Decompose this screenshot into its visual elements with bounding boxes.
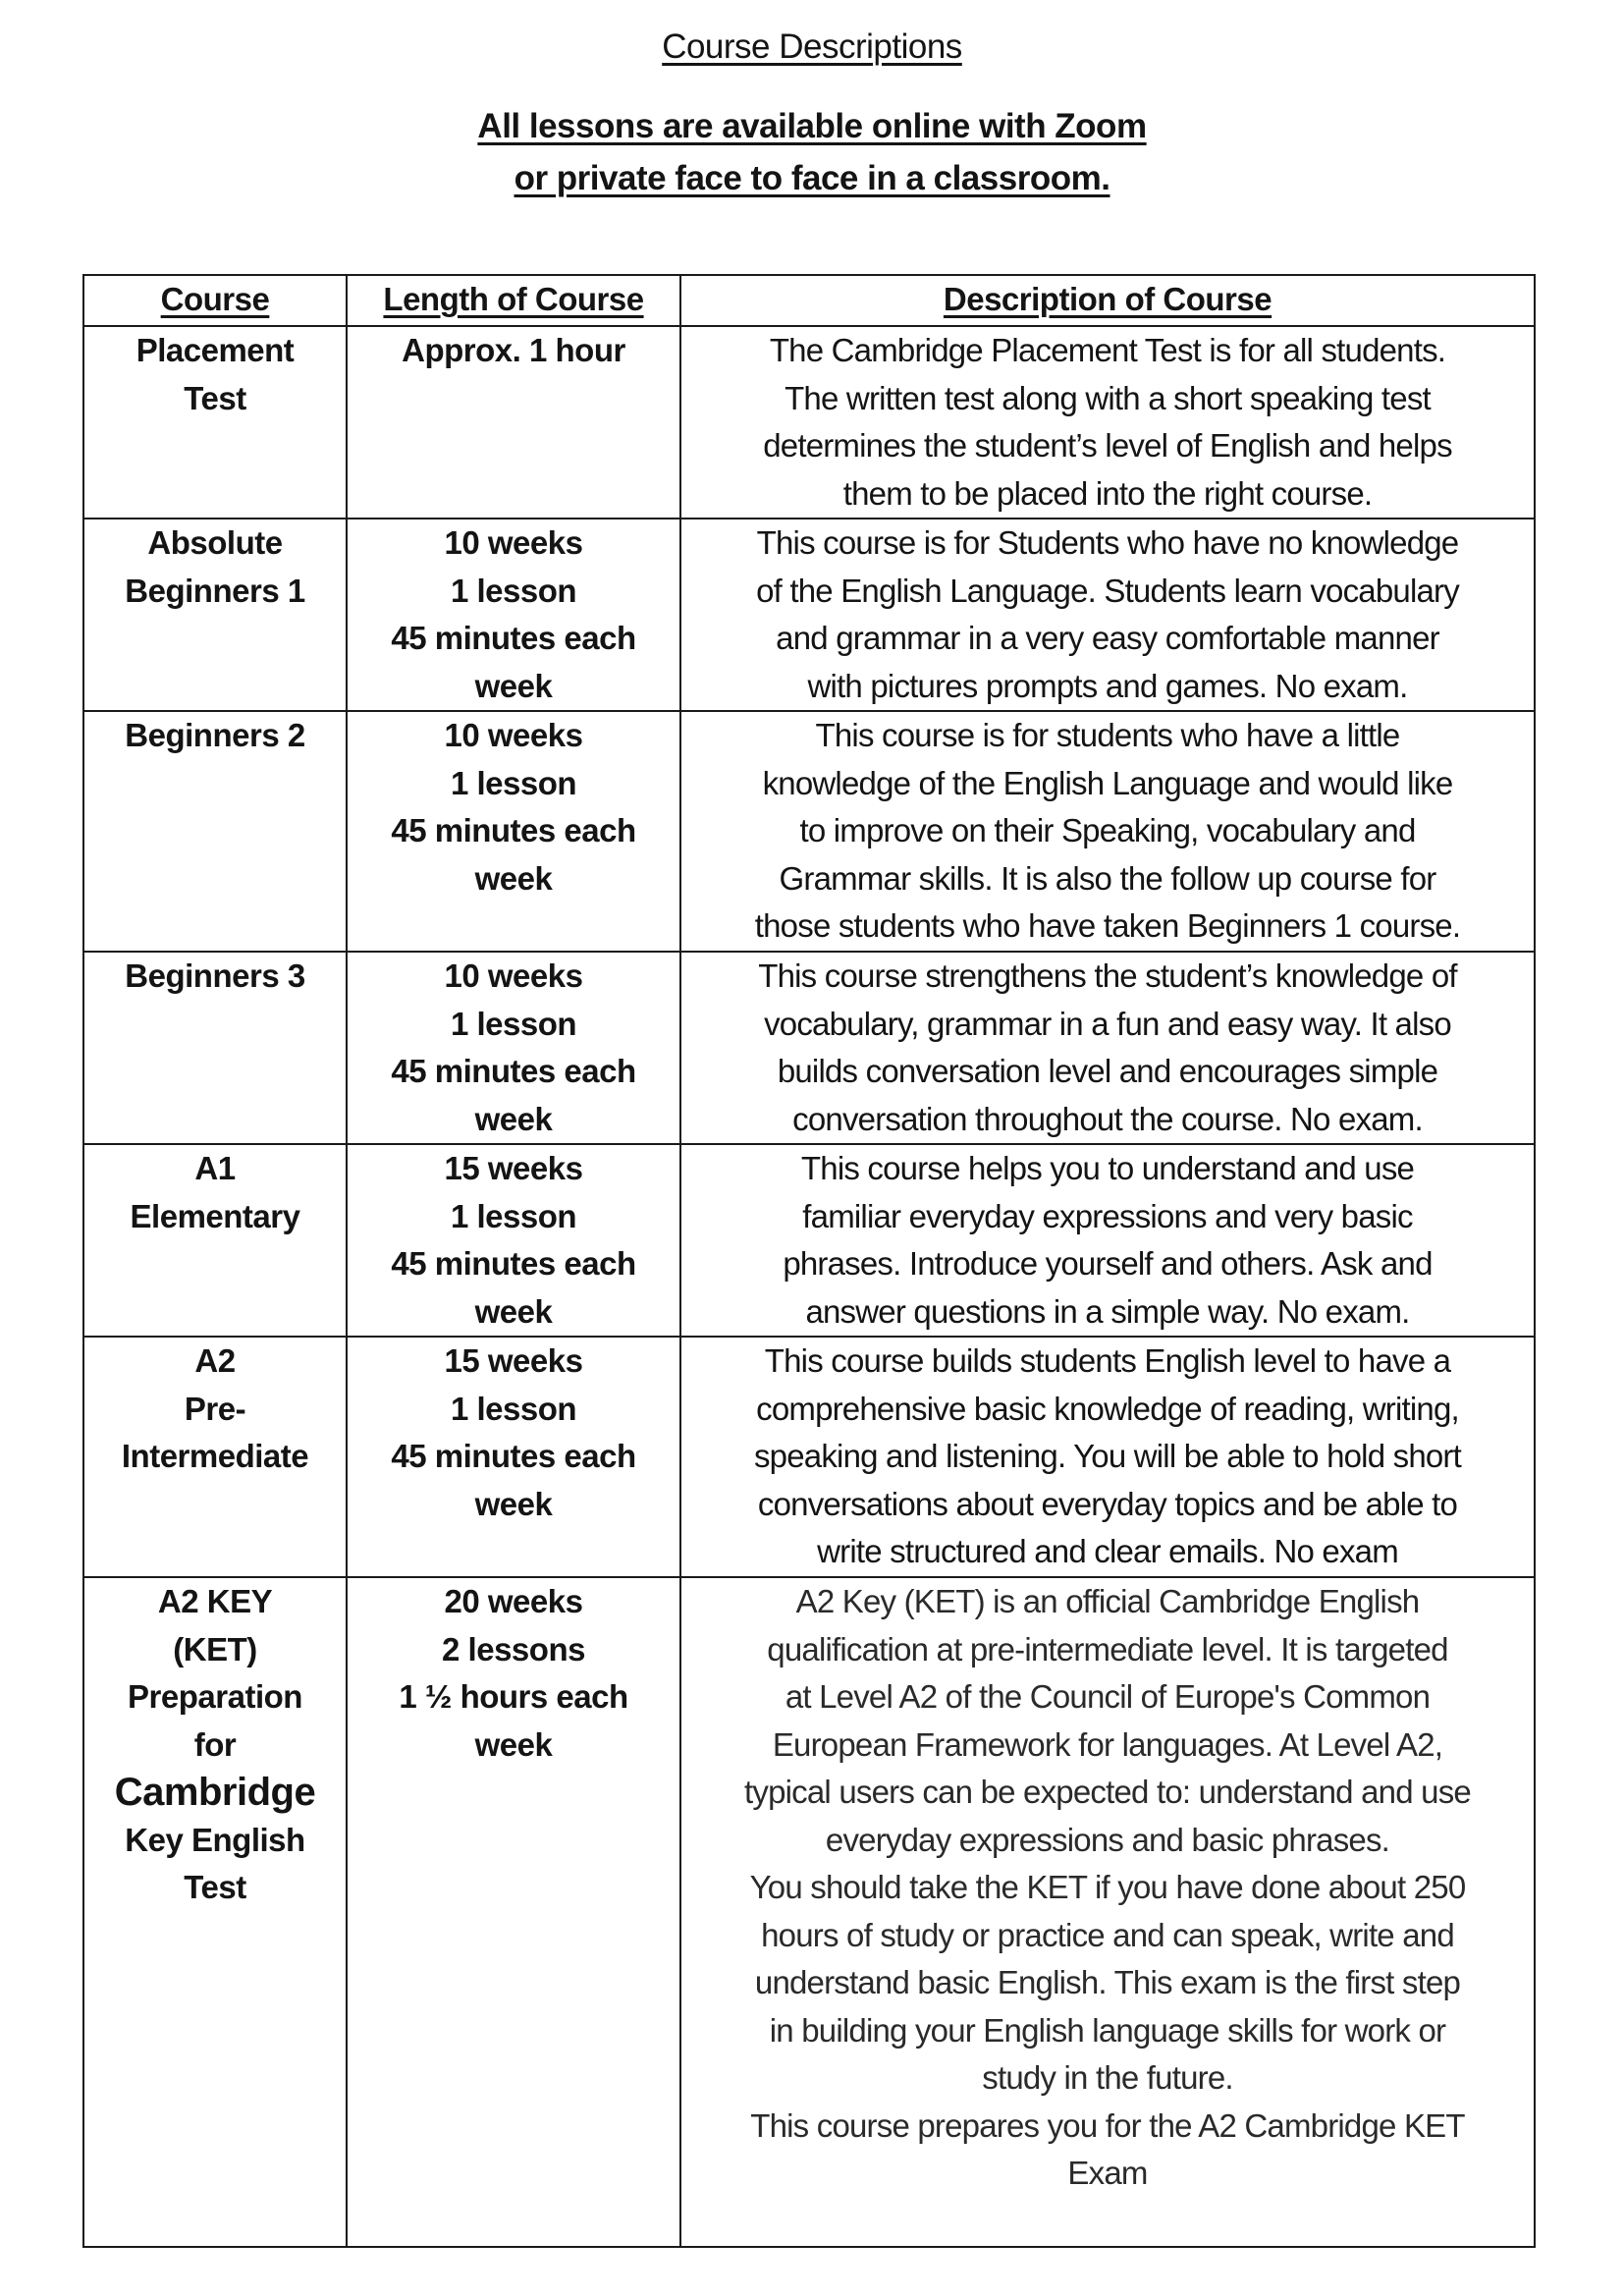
cell-line: Beginners 3 <box>125 957 305 994</box>
cell-line: This course is for students who have a little <box>815 717 1400 753</box>
cell-line: A2 KEY <box>157 1583 273 1619</box>
table-row <box>83 952 1535 1144</box>
course-description-cell <box>680 1144 1535 1337</box>
cell-line: phrases. Introduce yourself and others. Ask and <box>783 1245 1433 1282</box>
cell-line: 10 weeks <box>444 524 583 561</box>
table-row <box>83 1577 1535 2247</box>
course-name-cell <box>83 1144 347 1337</box>
cell-line: Beginners 2 <box>125 717 305 753</box>
cell-line: those students who have taken Beginners 1 course. <box>754 907 1461 944</box>
cell-line: Elementary <box>130 1197 300 1234</box>
cell-line: week <box>474 667 553 704</box>
course-description-cell <box>680 952 1535 1144</box>
cell-line: You should take the KET if you have done about 250 <box>749 1869 1466 1905</box>
cell-line: of the English Language. Students learn vocabulary <box>756 572 1459 609</box>
subtitle-line <box>0 152 1624 204</box>
document-subtitle <box>0 100 1624 204</box>
cell-line: everyday expressions and basic phrases. <box>825 1821 1390 1858</box>
cell-line: speaking and listening. You will be able to hold short <box>753 1438 1461 1474</box>
subtitle-line <box>0 100 1624 152</box>
cell-line: builds conversation level and encourages simple <box>777 1053 1438 1089</box>
cell-line: Placement <box>135 332 295 368</box>
cell-line: week <box>474 1725 553 1763</box>
course-length-cell <box>347 952 680 1144</box>
cell-line: conversation throughout the course. No exam. <box>792 1100 1423 1137</box>
cell-line: week <box>474 1100 553 1137</box>
cell-line: knowledge of the English Language and would like <box>762 764 1453 801</box>
cell-line: them to be placed into the right course. <box>842 474 1373 512</box>
header-course <box>83 275 347 326</box>
cell-line: 1 lesson <box>450 572 577 609</box>
course-name-cell <box>83 952 347 1144</box>
cell-line: determines the student’s level of English and helps <box>763 427 1452 464</box>
cell-line: week <box>474 1292 553 1330</box>
cell-line: A2 <box>194 1342 236 1379</box>
course-name-cell <box>83 1337 347 1577</box>
cell-line: with pictures prompts and games. No exam. <box>807 667 1408 704</box>
course-name-cell <box>83 711 347 952</box>
cell-line: This course builds students English level to have a <box>764 1342 1451 1379</box>
cell-line: 45 minutes each <box>391 1438 636 1474</box>
document-title-text: Course Descriptions <box>662 27 962 66</box>
cell-line: to improve on their Speaking, vocabulary and <box>799 812 1416 848</box>
cell-line: (KET) <box>173 1630 257 1667</box>
header-length-text: Length of Course <box>383 281 644 317</box>
cell-line: comprehensive basic knowledge of reading, writing, <box>756 1390 1459 1427</box>
course-length-cell <box>347 326 680 519</box>
course-description-cell <box>680 1577 1535 2247</box>
cell-line: in building your English language skills for work or <box>769 2011 1446 2049</box>
table-row <box>83 519 1535 711</box>
cell-line: Key English <box>125 1821 305 1858</box>
course-name-cell <box>83 1577 347 2247</box>
cell-line: Absolute <box>147 524 283 561</box>
cell-line: answer questions in a simple way. No exam. <box>805 1292 1410 1330</box>
cell-line: 15 weeks <box>444 1150 583 1186</box>
cell-line: week <box>474 859 553 897</box>
cell-line: The written test along with a short speaking test <box>785 379 1431 416</box>
cell-line: 1 ½ hours each <box>399 1678 628 1715</box>
subtitle-line-text: or private face to face in a classroom. <box>514 159 1110 197</box>
cell-line: conversations about everyday topics and be able to <box>757 1485 1458 1522</box>
table-header-row <box>83 275 1535 326</box>
course-table-body <box>83 326 1535 2247</box>
cell-line: Test <box>184 1869 246 1905</box>
cell-line: Exam <box>1067 2155 1148 2191</box>
table-row <box>83 1144 1535 1337</box>
cell-line: 10 weeks <box>444 717 583 753</box>
cell-line: write structured and clear emails. No exam <box>817 1533 1398 1569</box>
cell-line: and grammar in a very easy comfortable manner <box>776 620 1439 656</box>
course-description-cell <box>680 711 1535 952</box>
course-table <box>82 274 1536 2248</box>
cell-line: European Framework for languages. At Level A2, <box>772 1725 1443 1763</box>
course-description-cell <box>680 1337 1535 1577</box>
course-length-cell <box>347 1337 680 1577</box>
cell-line: typical users can be expected to: understand and use <box>744 1774 1471 1810</box>
cell-line: week <box>474 1485 553 1522</box>
cell-line: Pre- <box>184 1390 246 1427</box>
cell-line: 15 weeks <box>444 1342 583 1379</box>
cell-line: 45 minutes each <box>391 812 636 848</box>
course-length-cell <box>347 519 680 711</box>
cell-line: A1 <box>194 1150 236 1186</box>
cell-line: A2 Key (KET) is an official Cambridge English <box>795 1583 1420 1619</box>
course-length-cell <box>347 1577 680 2247</box>
cell-line: This course strengthens the student’s knowledge of <box>758 957 1457 994</box>
cell-line: Cambridge <box>114 1771 316 1814</box>
cell-line: This course prepares you for the A2 Cambridge KET <box>750 2106 1465 2144</box>
cell-line: 45 minutes each <box>391 620 636 656</box>
header-description <box>680 275 1535 326</box>
cell-line: 1 lesson <box>450 1005 577 1042</box>
cell-line: This course helps you to understand and use <box>800 1150 1415 1186</box>
cell-line: Grammar skills. It is also the follow up course for <box>779 859 1436 897</box>
course-name-cell <box>83 326 347 519</box>
cell-line: hours of study or practice and can speak, write and <box>761 1916 1454 1953</box>
cell-line: 1 lesson <box>450 764 577 801</box>
cell-line: Preparation <box>128 1678 302 1715</box>
course-name-cell <box>83 519 347 711</box>
document-title <box>0 27 1624 67</box>
table-row <box>83 326 1535 519</box>
cell-line: at Level A2 of the Council of Europe's Common <box>785 1678 1431 1715</box>
cell-line: Test <box>184 379 246 416</box>
cell-line: understand basic English. This exam is the first step <box>754 1964 1461 2000</box>
cell-line: Beginners 1 <box>125 572 305 609</box>
course-length-cell <box>347 1144 680 1337</box>
cell-line: qualification at pre-intermediate level. It is targeted <box>767 1630 1448 1667</box>
course-description-cell <box>680 519 1535 711</box>
cell-line: 45 minutes each <box>391 1245 636 1282</box>
cell-line: 45 minutes each <box>391 1053 636 1089</box>
table-row <box>83 711 1535 952</box>
cell-line: This course is for Students who have no knowledge <box>756 524 1459 561</box>
cell-line: The Cambridge Placement Test is for all students. <box>769 332 1446 368</box>
header-length <box>347 275 680 326</box>
cell-line: familiar everyday expressions and very basic <box>802 1197 1413 1234</box>
cell-line: Intermediate <box>121 1438 309 1474</box>
cell-line: 2 lessons <box>442 1630 585 1667</box>
cell-line: 10 weeks <box>444 957 583 994</box>
subtitle-line-text: All lessons are available online with Zoom <box>477 107 1147 145</box>
cell-line: 1 lesson <box>450 1197 577 1234</box>
table-row <box>83 1337 1535 1577</box>
cell-line: study in the future. <box>982 2059 1233 2096</box>
course-description-cell <box>680 326 1535 519</box>
cell-line: Approx. 1 hour <box>402 332 625 368</box>
cell-line: vocabulary, grammar in a fun and easy way. It also <box>764 1005 1451 1042</box>
cell-line: 20 weeks <box>444 1583 583 1619</box>
header-course-text: Course <box>160 281 270 317</box>
course-length-cell <box>347 711 680 952</box>
cell-line: 1 lesson <box>450 1390 577 1427</box>
cell-line: for <box>193 1725 237 1763</box>
header-description-text: Description of Course <box>943 281 1272 317</box>
